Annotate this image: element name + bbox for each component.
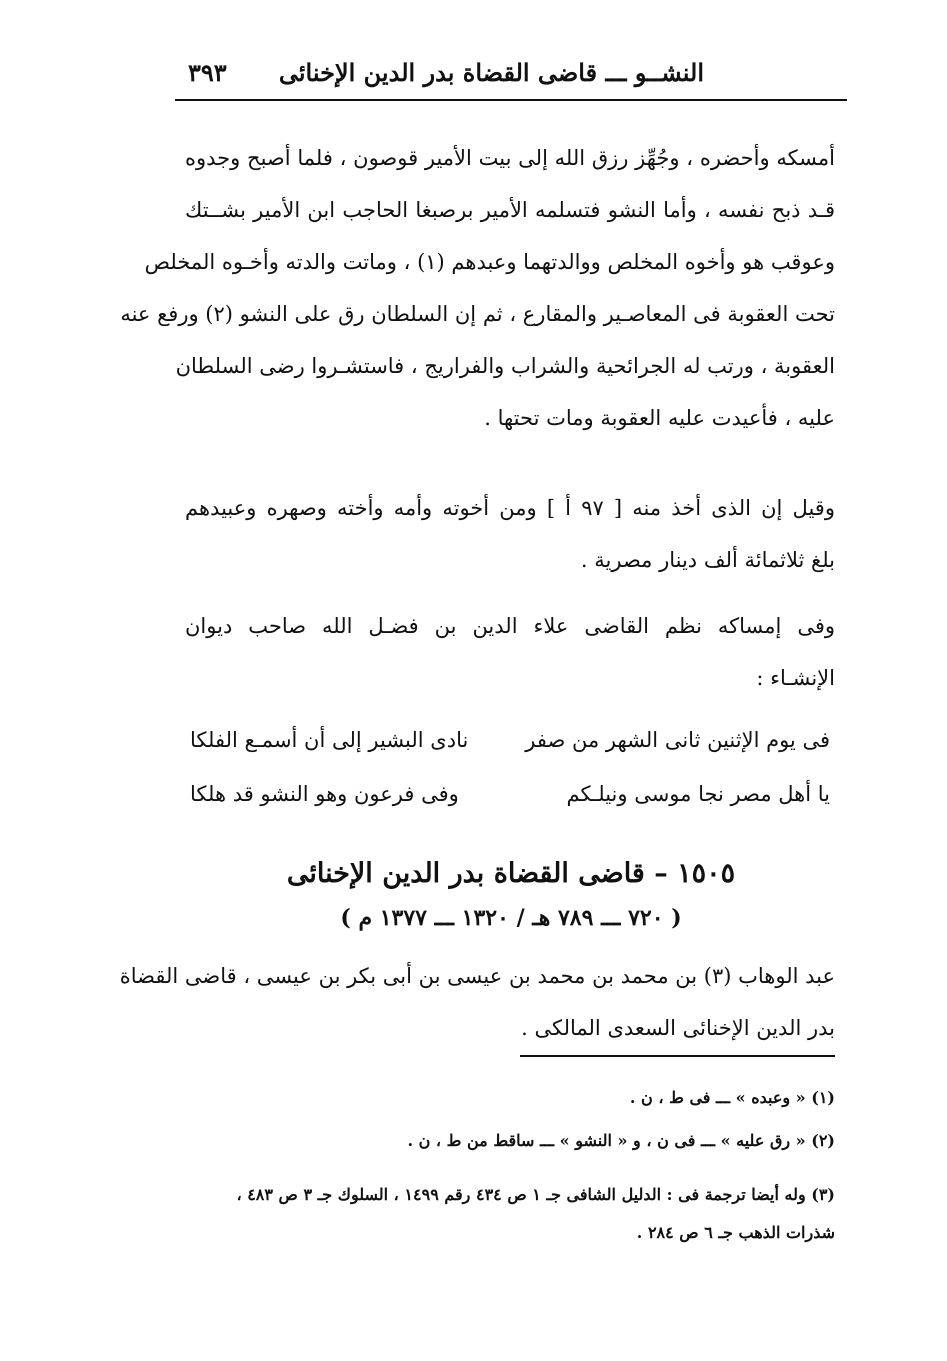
header-rule [175, 99, 847, 101]
paragraph-2 [185, 482, 835, 586]
paragraph-line: بلغ ثلاثمائة ألف دينار مصرية . [580, 548, 835, 572]
entry-dates: ( ٧٢٠ ـــ ٧٨٩ هـ / ١٣٢٠ ـــ ١٣٧٧ م ) [340, 905, 682, 931]
page-number: ٣٩٣ [188, 58, 227, 87]
verse-line [190, 782, 830, 822]
paragraph-line: وعوقب هو وأخوه المخلص ووالدتهما وعبدهم (١) ، وماتت والدته وأخـوه المخلص [144, 250, 835, 274]
paragraph-line: وفى إمساكه نظم القاضى علاء الدين بن فضـل الله صاحب ديوان [185, 614, 835, 638]
paragraph-line: تحت العقوبة فى المعاصـير والمقارع ، ثم إن السلطان رق على النشو (٢) ورفع عنه [120, 302, 835, 326]
paragraph-line: بدر الدين الإخنائى السعدى المالكى . [521, 1016, 835, 1040]
paragraph-line: وقيل إن الذى أخذ منه [ ٩٧ أ ] ومن أخوته وأمه وأخته وصهره وعبيدهم [185, 496, 835, 520]
running-header-title: النشــو ـــ قاضى القضاة بدر الدين الإخنائى [278, 58, 704, 87]
verse-line [190, 728, 830, 768]
verse-first-hemistich: فى يوم الإثنين ثانى الشهر من صفر [525, 728, 830, 752]
paragraph-line: الإنشـاء : [756, 666, 835, 690]
running-header [170, 48, 842, 96]
footnote-3: (٣) وله أيضا ترجمة فى : الدليل الشافى جـ ١ ص ٤٣٤ رقم ١٤٩٩ ، السلوك جـ ٣ ص ٤٨٣ ، شذرات الذهب جـ ٦ ص ٢٨٤ . [236, 1185, 835, 1242]
paragraph-4 [119, 950, 835, 1054]
paragraph-line: عبد الوهاب (٣) بن محمد بن محمد بن عيسى بن أبى بكر بن عيسى ، قاضى القضاة [119, 964, 835, 988]
verse-first-hemistich: يا أهل مصر نجا موسى ونيلـكم [566, 782, 830, 806]
footnote-1: (١) « وعبده » ـــ فى ط ، ن . [629, 1088, 835, 1107]
footnote-rule [520, 1055, 835, 1057]
paragraph-1 [120, 132, 835, 444]
paragraph-line: قـد ذبح نفسه ، وأما النشو فتسلمه الأمير برصبغا الحاجب ابن الأمير بشــتك [185, 198, 835, 222]
paragraph-line: عليه ، فأعيدت عليه العقوبة ومات تحتها . [484, 406, 835, 430]
entry-title: ١٥٠٥ – قاضى القضاة بدر الدين الإخنائى [286, 858, 736, 889]
verse-second-hemistich: وفى فرعون وهو النشو قد هلكا [190, 782, 459, 806]
paragraph-line: العقوبة ، ورتب له الجرائحية والشراب والفراريج ، فاستشـروا رضى السلطان [175, 354, 835, 378]
paragraph-3 [185, 600, 835, 704]
paragraph-line: أمسكه وأحضره ، وجُهِّز رزق الله إلى بيت الأمير قوصون ، فلما أصبح وجدوه [185, 146, 835, 170]
verse-second-hemistich: نادى البشير إلى أن أسمـع الفلكا [190, 728, 469, 752]
footnote-2: (٢) « رق عليه » ـــ فى ن ، و « النشو » ـــ ساقط من ط ، ن . [407, 1131, 835, 1150]
